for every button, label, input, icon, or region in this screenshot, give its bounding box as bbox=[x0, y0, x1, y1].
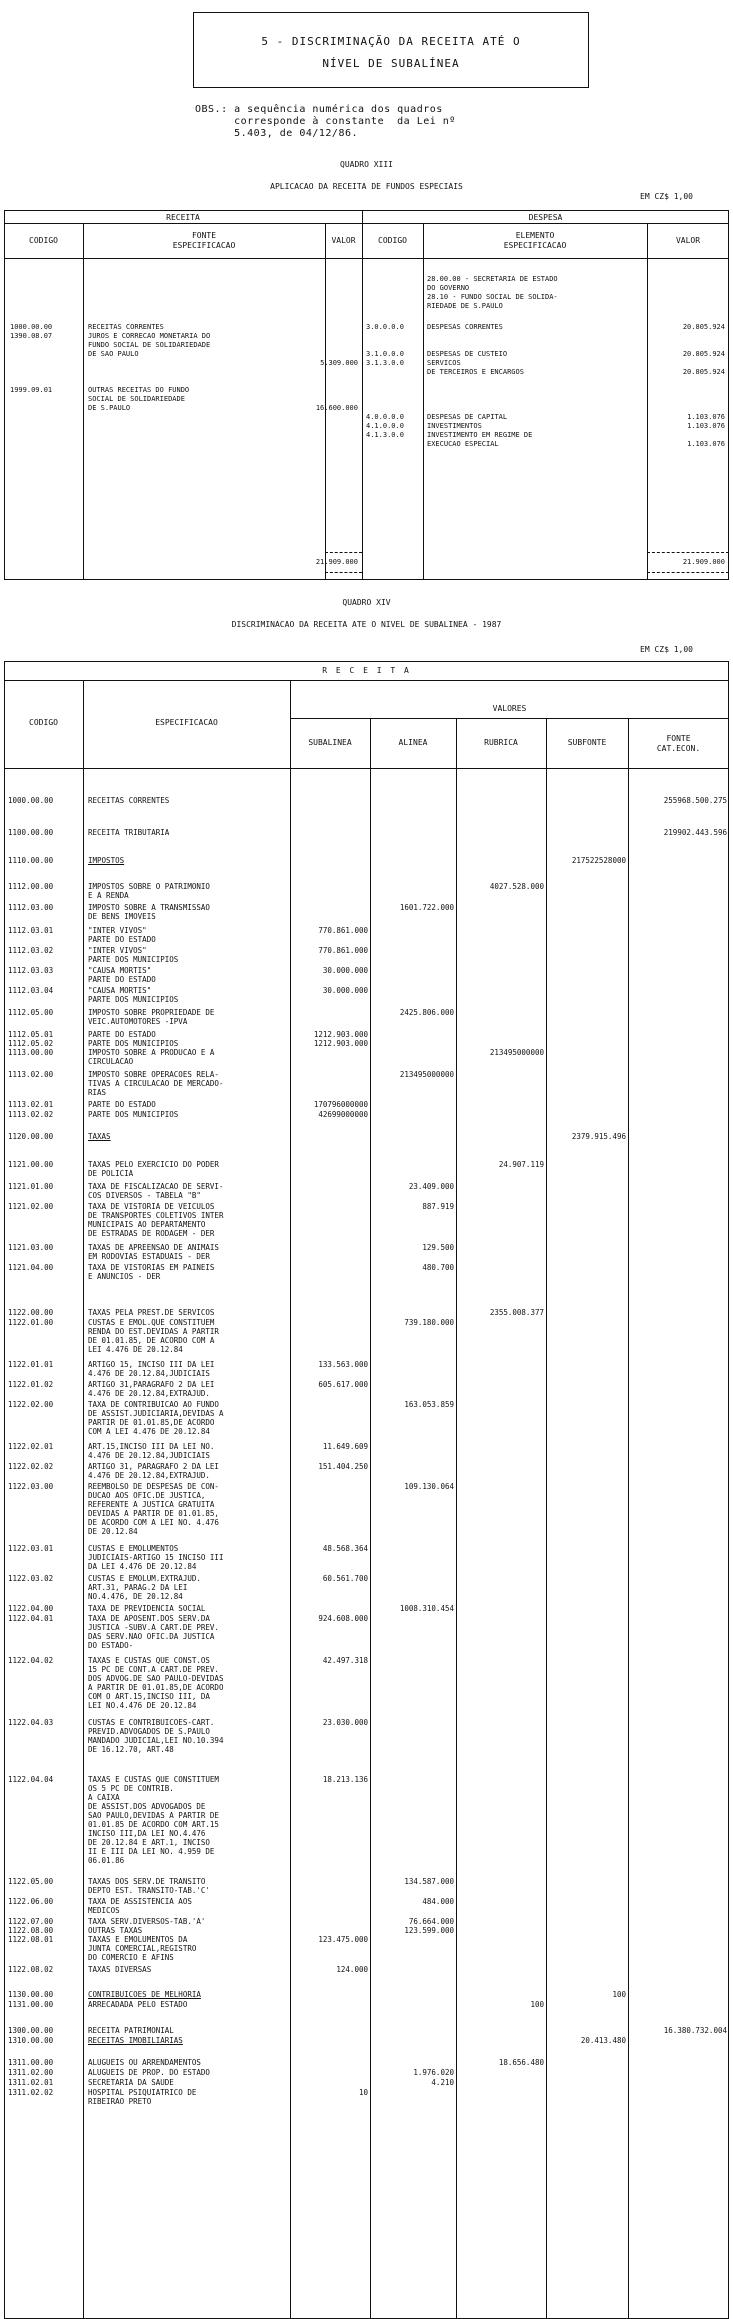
quadro14-subtitle: DISCRIMINACAO DA RECEITA ATE O NIVEL DE SUBALINEA - 1987 bbox=[231, 620, 502, 629]
cell-code: 1120.00.00 bbox=[8, 1132, 54, 1141]
cell-rub: 2355.008.377 bbox=[489, 1308, 544, 1317]
cell-ali: 739.180.000 bbox=[404, 1318, 454, 1327]
cell-code: 1310.00.00 bbox=[8, 2036, 54, 2045]
cell-desc: RECEITAS CORRENTES bbox=[88, 796, 170, 805]
cell-desc: IMPOSTOS SOBRE O PATRIMONIO E A RENDA bbox=[88, 882, 210, 900]
cell-desc: TAXA DE VISTORIA DE VEICULOS DE TRANSPORTES COLETIVOS INTER MUNICIPAIS AO DEPARTAMENTO DE ESTRADAS DE RODAGEM - DER bbox=[88, 1202, 224, 1238]
quadro13-total-left: 21.909.000 bbox=[315, 558, 358, 566]
cell-code: 1122.01.01 bbox=[8, 1360, 54, 1369]
cell-ali: 1.976.020 bbox=[413, 2068, 454, 2077]
quadro14-col-valores: VALORES bbox=[492, 704, 527, 713]
quadro13-receita-label: RECEITA bbox=[166, 213, 200, 222]
cell-code: 1122.06.00 bbox=[8, 1897, 54, 1906]
cell-ali: 123.599.000 bbox=[404, 1926, 454, 1935]
cell-sub: 30.000.000 bbox=[322, 986, 368, 995]
quadro13-title: QUADRO XIII bbox=[340, 160, 393, 169]
cell-code: 1121.04.00 bbox=[8, 1263, 54, 1272]
cell-ali: 2425.806.000 bbox=[399, 1008, 454, 1017]
cell-fc: 16.380.732.004 bbox=[663, 2026, 727, 2035]
cell-code: 1112.05.00 bbox=[8, 1008, 54, 1017]
quadro14-col-subfonte: SUBFONTE bbox=[567, 738, 607, 747]
cell-code: 1121.03.00 bbox=[8, 1243, 54, 1252]
cell-desc: ARTIGO 31, PARAGRAFO 2 DA LEI 4.476 DE 20.12.84,EXTRAJUD. bbox=[88, 1462, 219, 1480]
cell-code: 1122.08.01 bbox=[8, 1935, 54, 1944]
cell-sub: 42699000000 bbox=[318, 1110, 368, 1119]
cell-sf: 2379.915.496 bbox=[571, 1132, 626, 1141]
cell-desc: ALUGUEIS DE PROP. DO ESTADO bbox=[88, 2068, 210, 2077]
quadro14-col-espec: ESPECIFICACAO bbox=[155, 718, 218, 727]
cell-desc: RECEITA PATRIMONIAL bbox=[88, 2026, 174, 2035]
cell-desc: TAXAS DOS SERV.DE TRANSITO DEPTO EST. TRANSITO-TAB.'C' bbox=[88, 1877, 210, 1895]
cell-desc: TAXA DE VISTORIAS EM PAINEIS E ANUNCIOS - DER bbox=[88, 1263, 215, 1281]
cell-desc: PARTE DO ESTADO bbox=[88, 1030, 156, 1039]
cell-code: 1122.04.02 bbox=[8, 1656, 54, 1665]
quadro13-col-valor2: VALOR bbox=[675, 236, 701, 245]
cell-rub: 24.907.119 bbox=[498, 1160, 544, 1169]
cell-sub: 605.617.000 bbox=[318, 1380, 368, 1389]
cell-code: 1100.00.00 bbox=[8, 828, 54, 837]
obs-line2: corresponde à constante da Lei nº bbox=[195, 116, 456, 127]
cell-code: 1311.02.01 bbox=[8, 2078, 54, 2087]
cell-desc: "INTER VIVOS" PARTE DO ESTADO bbox=[88, 926, 156, 944]
obs-line1: OBS.: a sequência numérica dos quadros bbox=[195, 104, 443, 115]
cell-desc: RECEITAS IMOBILIARIAS bbox=[88, 2036, 183, 2045]
cell-code: 1130.00.00 bbox=[8, 1990, 54, 1999]
cell-desc: TAXAS E EMOLUMENTOS DA JUNTA COMERCIAL,REGISTRO DO COMERCIO E AFINS bbox=[88, 1935, 197, 1962]
cell-sub: 18.213.136 bbox=[322, 1775, 368, 1784]
cell-desc: CUSTAS E CONTRIBUICOES-CART. PREVID.ADVOGADOS DE S.PAULO MANDADO JUDICIAL,LEI NO.10.394 DE 16.12.70, ART.48 bbox=[88, 1718, 224, 1754]
cell-ali: 213495000000 bbox=[399, 1070, 454, 1079]
cell-desc: OUTRAS TAXAS bbox=[88, 1926, 143, 1935]
quadro13-despesa-label: DESPESA bbox=[528, 213, 563, 222]
section-title-box bbox=[193, 12, 589, 88]
cell-desc: IMPOSTO SOBRE PROPRIEDADE DE VEIC.AUTOMOTORES -IPVA bbox=[88, 1008, 215, 1026]
cell-desc: TAXAS E CUSTAS QUE CONST.OS 15 PC DE CONT.A CART.DE PREV. DOS ADVOG.DE SAO PAULO-DEVIDAS A PARTIR DE 01.01.85,DE ACORDO COM O ART.15,INCISO III, DA LEI NO.4.476 DE 20.12.84 bbox=[88, 1656, 224, 1710]
cell-code: 1113.02.02 bbox=[8, 1110, 54, 1119]
cell-desc: TAXA DE ASSISTENCIA AOS MEDICOS bbox=[88, 1897, 192, 1915]
cell-desc: ARTIGO 31,PARAGRAFO 2 DA LEI 4.476 DE 20.12.84,EXTRAJUD. bbox=[88, 1380, 215, 1398]
cell-rub: 4027.528.000 bbox=[489, 882, 544, 891]
cell-ali: 134.587.000 bbox=[404, 1877, 454, 1886]
cell-ali: 23.409.000 bbox=[408, 1182, 454, 1191]
quadro13-col-elemento: ELEMENTO ESPECIFICACAO bbox=[503, 231, 567, 250]
cell-code: 1122.02.01 bbox=[8, 1442, 54, 1451]
cell-code: 1112.00.00 bbox=[8, 882, 54, 891]
cell-rub: 18.656.480 bbox=[498, 2058, 544, 2067]
cell-desc: "CAUSA MORTIS" PARTE DOS MUNICIPIOS bbox=[88, 986, 179, 1004]
quadro14-title: QUADRO XIV bbox=[342, 598, 391, 607]
cell-desc: IMPOSTO SOBRE A PRODUCAO E A CIRCULACAO bbox=[88, 1048, 215, 1066]
cell-sub: 48.568.364 bbox=[322, 1544, 368, 1553]
cell-code: 1131.00.00 bbox=[8, 2000, 54, 2009]
cell-sub: 124.000 bbox=[336, 1965, 368, 1974]
cell-desc: HOSPITAL PSIQUIATRICO DE RIBEIRAO PRETO bbox=[88, 2088, 197, 2106]
cell-sf: 20.413.480 bbox=[580, 2036, 626, 2045]
cell-code: 1112.03.04 bbox=[8, 986, 54, 995]
section-title-line1: 5 - DISCRIMINAÇÃO DA RECEITA ATÉ O bbox=[261, 35, 521, 48]
cell-sub: 11.649.609 bbox=[322, 1442, 368, 1451]
cell-desc: TAXAS E CUSTAS QUE CONSTITUEM OS 5 PC DE CONTRIB. A CAIXA DE ASSIST.DOS ADVOGADOS DE SAO PAULO,DEVIDAS A PARTIR DE 01.01.85 DE ACORDO COM ART.15 INCISO III,DA LEI NO.4.476 DE 20.12.84 E ART.1, INCISO II E III DA LEI NO. 4.959 DE 06.01.86 bbox=[88, 1775, 219, 1865]
cell-code: 1122.08.00 bbox=[8, 1926, 54, 1935]
cell-code: 1112.03.00 bbox=[8, 903, 54, 912]
cell-code: 1122.04.04 bbox=[8, 1775, 54, 1784]
cell-rub: 100 bbox=[530, 2000, 544, 2009]
cell-code: 1122.04.00 bbox=[8, 1604, 54, 1613]
quadro13-col-valor: VALOR bbox=[331, 236, 356, 245]
cell-code: 1122.08.02 bbox=[8, 1965, 54, 1974]
section-title-line2: NÍVEL DE SUBALÍNEA bbox=[322, 57, 460, 70]
cell-ali: 76.664.000 bbox=[408, 1917, 454, 1926]
cell-desc: IMPOSTO SOBRE A TRANSMISSAO DE BENS IMOVEIS bbox=[88, 903, 210, 921]
quadro14-col-codigo: CODIGO bbox=[29, 718, 58, 727]
cell-fc: 255968.500.275 bbox=[663, 796, 727, 805]
quadro13-right-desc: DESPESAS CORRENTES DESPESAS DE CUSTEIO SERVICOS DE TERCEIROS E ENCARGOS DESPESAS DE CAPITAL INVESTIMENTOS INVESTIMENTO EM REGIME DE EXECUCAO ESPECIAL bbox=[427, 323, 533, 448]
quadro13-right-top: 28.00.00 - SECRETARIA DE ESTADO DO GOVERNO 28.10 - FUNDO SOCIAL DE SOLIDA- RIEDADE DE S.PAULO bbox=[427, 275, 558, 310]
cell-code: 1112.03.03 bbox=[8, 966, 54, 975]
cell-desc: ARRECADADA PELO ESTADO bbox=[88, 2000, 188, 2009]
quadro14-col-rubrica: RUBRICA bbox=[484, 738, 518, 747]
cell-ali: 480.700 bbox=[422, 1263, 454, 1272]
cell-code: 1121.01.00 bbox=[8, 1182, 54, 1191]
cell-code: 1121.02.00 bbox=[8, 1202, 54, 1211]
cell-sf: 100 bbox=[612, 1990, 626, 1999]
cell-desc: CUSTAS E EMOL.QUE CONSTITUEM RENDA DO EST.DEVIDAS A PARTIR DE 01.01.85, DE ACORDO COM A LEI 4.476 DE 20.12.84 bbox=[88, 1318, 219, 1354]
cell-ali: 163.053.859 bbox=[404, 1400, 454, 1409]
cell-code: 1311.02.00 bbox=[8, 2068, 54, 2077]
cell-code: 1122.04.03 bbox=[8, 1718, 54, 1727]
quadro14-receita-label: R E C E I T A bbox=[322, 666, 411, 675]
quadro14-unit: EM CZ$ 1,00 bbox=[640, 645, 693, 654]
cell-code: 1113.00.00 bbox=[8, 1048, 54, 1057]
quadro13-unit: EM CZ$ 1,00 bbox=[640, 192, 693, 201]
cell-code: 1110.00.00 bbox=[8, 856, 54, 865]
quadro13-left-codes: 1000.00.00 1390.08.07 1999.09.01 bbox=[10, 323, 53, 394]
cell-desc: PARTE DO ESTADO bbox=[88, 1100, 156, 1109]
cell-ali: 1601.722.000 bbox=[399, 903, 454, 912]
quadro13-subtitle: APLICACAO DA RECEITA DE FUNDOS ESPECIAIS bbox=[270, 182, 463, 191]
cell-sub: 924.608.000 bbox=[318, 1614, 368, 1623]
cell-desc: TAXAS PELA PREST.DE SERVICOS bbox=[88, 1308, 215, 1317]
cell-code: 1112.05.01 bbox=[8, 1030, 54, 1039]
cell-desc: TAXA DE PREVIDENCIA SOCIAL bbox=[88, 1604, 206, 1613]
cell-sub: 23.030.000 bbox=[322, 1718, 368, 1727]
quadro14-col-subalinea: SUBALINEA bbox=[308, 738, 352, 747]
cell-sub: 770.861.000 bbox=[318, 946, 368, 955]
cell-desc: "INTER VIVOS" PARTE DOS MUNICIPIOS bbox=[88, 946, 179, 964]
quadro13-left-desc: RECEITAS CORRENTES JUROS E CORRECAO MONETARIA DO FUNDO SOCIAL DE SOLIDARIEDADE DE SAO PAULO OUTRAS RECEITAS DO FUNDO SOCIAL DE SOLIDARIEDADE DE S.PAULO bbox=[88, 323, 211, 412]
cell-desc: SECRETARIA DA SAUDE bbox=[88, 2078, 174, 2087]
cell-desc: CUSTAS E EMOLUMENTOS JUDICIAIS-ARTIGO 15 INCISO III DA LEI 4.476 DE 20.12.84 bbox=[88, 1544, 224, 1571]
cell-code: 1122.04.01 bbox=[8, 1614, 54, 1623]
cell-desc: TAXA DE APOSENT.DOS SERV.DA JUSTICA -SUBV.A CART.DE PREV. DAS SERV.NAO OFIC.DA JUSTICA DO ESTADO- bbox=[88, 1614, 219, 1650]
cell-sub: 133.563.000 bbox=[318, 1360, 368, 1369]
cell-sub: 151.404.250 bbox=[318, 1462, 368, 1471]
cell-sub: 60.561.700 bbox=[322, 1574, 368, 1583]
cell-code: 1113.02.01 bbox=[8, 1100, 54, 1109]
cell-desc: TAXAS bbox=[88, 1132, 111, 1141]
cell-desc: TAXA DE CONTRIBUICAO AO FUNDO DE ASSIST.JUDICIARIA,DEVIDAS A PARTIR DE 01.01.85,DE ACORDO COM A LEI 4.476 DE 20.12.84 bbox=[88, 1400, 224, 1436]
cell-ali: 129.500 bbox=[422, 1243, 454, 1252]
cell-ali: 109.130.064 bbox=[404, 1482, 454, 1491]
cell-code: 1122.02.00 bbox=[8, 1400, 54, 1409]
cell-code: 1311.00.00 bbox=[8, 2058, 54, 2067]
cell-code: 1112.03.02 bbox=[8, 946, 54, 955]
cell-code: 1112.05.02 bbox=[8, 1039, 54, 1048]
cell-desc: PARTE DOS MUNICIPIOS bbox=[88, 1039, 179, 1048]
cell-code: 1122.03.01 bbox=[8, 1544, 54, 1553]
cell-desc: "CAUSA MORTIS" PARTE DO ESTADO bbox=[88, 966, 156, 984]
cell-desc: IMPOSTO SOBRE OPERACOES RELA- TIVAS A CIRCULACAO DE MERCADO- RIAS bbox=[88, 1070, 224, 1097]
cell-desc: ARTIGO 15, INCISO III DA LEI 4.476 DE 20.12.84,JUDICIAIS bbox=[88, 1360, 215, 1378]
quadro13-total-right: 21.909.000 bbox=[682, 558, 725, 566]
cell-ali: 4.210 bbox=[431, 2078, 454, 2087]
cell-sub: 770.861.000 bbox=[318, 926, 368, 935]
cell-code: 1122.00.00 bbox=[8, 1308, 54, 1317]
cell-code: 1122.01.00 bbox=[8, 1318, 54, 1327]
cell-sub: 30.000.000 bbox=[322, 966, 368, 975]
obs-line3: 5.403, de 04/12/86. bbox=[195, 128, 359, 139]
cell-code: 1122.05.00 bbox=[8, 1877, 54, 1886]
quadro13-left-values: 5.309.000 16.600.000 bbox=[315, 359, 358, 412]
cell-desc: IMPOSTOS bbox=[88, 856, 125, 865]
cell-code: 1000.00.00 bbox=[8, 796, 54, 805]
cell-sub: 10 bbox=[358, 2088, 368, 2097]
quadro14-col-fonte: FONTE CAT.ECON. bbox=[656, 734, 701, 753]
quadro13-col-codigo2: CODIGO bbox=[378, 236, 407, 245]
cell-code: 1300.00.00 bbox=[8, 2026, 54, 2035]
quadro13-col-codigo: CODIGO bbox=[29, 236, 58, 245]
cell-rub: 213495000000 bbox=[489, 1048, 544, 1057]
cell-ali: 887.919 bbox=[422, 1202, 454, 1211]
cell-sf: 217522528000 bbox=[571, 856, 626, 865]
cell-code: 1122.03.00 bbox=[8, 1482, 54, 1491]
cell-ali: 484.000 bbox=[422, 1897, 454, 1906]
cell-sub: 1212.903.000 bbox=[313, 1030, 368, 1039]
cell-code: 1122.03.02 bbox=[8, 1574, 54, 1583]
cell-desc: TAXAS DE APREENSAO DE ANIMAIS EM RODOVIAS ESTADUAIS - DER bbox=[88, 1243, 219, 1261]
quadro13-col-fonte: FONTE ESPECIFICACAO bbox=[172, 231, 236, 250]
cell-sub: 123.475.000 bbox=[318, 1935, 368, 1944]
cell-desc: ALUGUEIS OU ARRENDAMENTOS bbox=[88, 2058, 201, 2067]
cell-fc: 219902.443.596 bbox=[663, 828, 727, 837]
cell-code: 1121.00.00 bbox=[8, 1160, 54, 1169]
cell-desc: REEMBOLSO DE DESPESAS DE CON- DUCAO AOS OFIC.DE JUSTICA, REFERENTE A JUSTICA GRATUITA DEVIDAS A PARTIR DE 01.01.85, DE ACORDO COM A LEI NO. 4.476 DE 20.12.84 bbox=[88, 1482, 219, 1536]
quadro13-right-codes: 3.0.0.0.0 3.1.0.0.0 3.1.3.0.0 4.0.0.0.0 4.1.0.0.0 4.1.3.0.0 bbox=[366, 323, 404, 439]
cell-ali: 1008.310.454 bbox=[399, 1604, 454, 1613]
quadro13-right-values: 20.805.924 20.805.924 20.805.924 1.103.076 1.103.076 1.103.076 bbox=[682, 323, 725, 448]
cell-desc: TAXAS PELO EXERCICIO DO PODER DE POLICIA bbox=[88, 1160, 219, 1178]
cell-desc: TAXAS DIVERSAS bbox=[88, 1965, 152, 1974]
cell-sub: 170796000000 bbox=[313, 1100, 368, 1109]
cell-sub: 42.497.318 bbox=[322, 1656, 368, 1665]
cell-code: 1122.01.02 bbox=[8, 1380, 54, 1389]
cell-code: 1122.07.00 bbox=[8, 1917, 54, 1926]
cell-code: 1113.02.00 bbox=[8, 1070, 54, 1079]
cell-code: 1112.03.01 bbox=[8, 926, 54, 935]
cell-desc: TAXA SERV.DIVERSOS-TAB.'A' bbox=[88, 1917, 206, 1926]
cell-desc: CONTRIBUICOES DE MELHORIA bbox=[88, 1990, 201, 1999]
cell-desc: TAXA DE FISCALIZACAO DE SERVI- COS DIVERSOS - TABELA "B" bbox=[88, 1182, 224, 1200]
quadro14-col-alinea: ALINEA bbox=[398, 738, 428, 747]
cell-desc: RECEITA TRIBUTARIA bbox=[88, 828, 170, 837]
cell-sub: 1212.903.000 bbox=[313, 1039, 368, 1048]
cell-desc: PARTE DOS MUNICIPIOS bbox=[88, 1110, 179, 1119]
cell-desc: CUSTAS E EMOLUM.EXTRAJUD. ART.31, PARAG.2 DA LEI NO.4.476, DE 20.12.84 bbox=[88, 1574, 201, 1601]
cell-desc: ART.15,INCISO III DA LEI NO. 4.476 DE 20.12.84,JUDICIAIS bbox=[88, 1442, 215, 1460]
cell-code: 1311.02.02 bbox=[8, 2088, 54, 2097]
cell-code: 1122.02.02 bbox=[8, 1462, 54, 1471]
